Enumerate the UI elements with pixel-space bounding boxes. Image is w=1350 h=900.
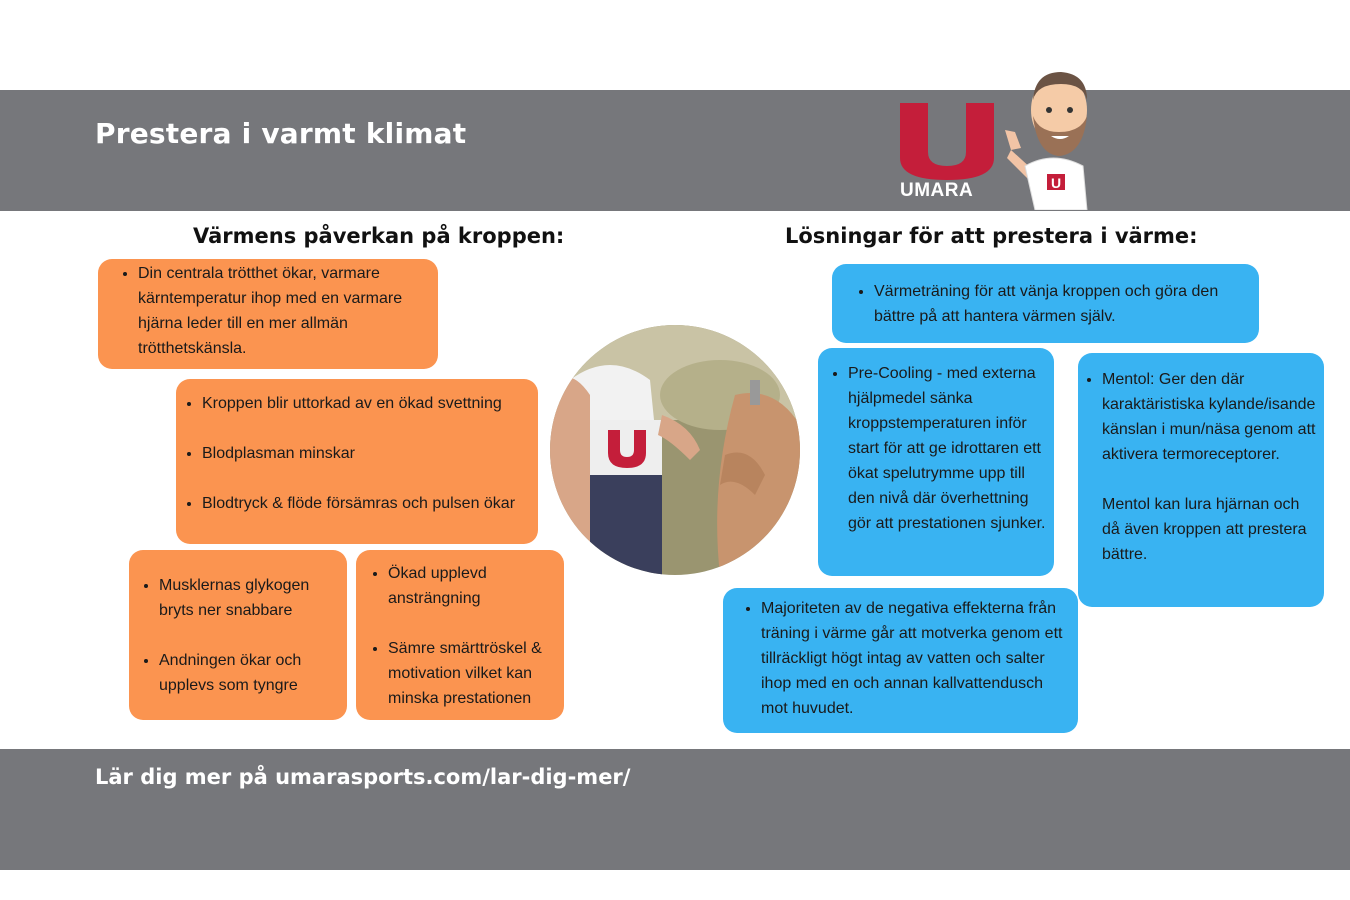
list-item: • Kroppen blir uttorkad av en ökad svettning — [202, 391, 534, 416]
box-fatigue — [98, 259, 438, 369]
box-heat-training — [832, 264, 1259, 343]
list-item: • Andningen ökar och upplevs som tyngre — [159, 648, 339, 698]
list-item: • Musklernas glykogen bryts ner snabbare — [159, 573, 339, 623]
mascot-illustration — [1003, 70, 1103, 210]
menthol-note: Mentol kan lura hjärnan och då även kroppen att prestera bättre. — [1102, 496, 1307, 563]
list-item: • Din centrala trötthet ökar, varmare kärntemperatur ihop med en varmare hjärna leder till en mer allmän trötthetskänsla. — [138, 261, 428, 361]
box-exertion — [356, 550, 564, 720]
header-bar — [0, 90, 1350, 211]
umara-logo-text: UMARA — [900, 180, 974, 201]
list-item: • Värmeträning för att vänja kroppen och göra den bättre på att hantera värmen själv. — [874, 279, 1249, 329]
box-menthol — [1078, 353, 1324, 607]
box-hydration — [723, 588, 1078, 733]
page-title: Prestera i varmt klimat — [95, 117, 467, 150]
shirt-logo-letter: U — [1050, 175, 1062, 191]
left-heading: Värmens påverkan på kroppen: — [193, 224, 565, 248]
box-dehydration — [176, 379, 538, 544]
footer-link[interactable]: Lär dig mer på umarasports.com/lar-dig-mer/ — [95, 765, 631, 789]
list-item: • Blodplasman minskar — [202, 441, 534, 466]
right-heading: Lösningar för att prestera i värme: — [785, 224, 1198, 248]
box-precooling — [818, 348, 1054, 576]
box-glycogen — [129, 550, 347, 720]
list-item: • Sämre smärttröskel & motivation vilket kan minska prestationen — [388, 636, 560, 711]
list-item: • Blodtryck & flöde försämras och pulsen ökar — [202, 491, 534, 516]
runner-photo — [550, 325, 800, 575]
list-item: • Ökad upplevd ansträngning — [388, 561, 560, 611]
list-item: • Mentol: Ger den där karaktäristiska kylande/isande känslan i mun/näsa genom att aktivera termoreceptorer. — [1102, 367, 1316, 467]
list-item: • Majoriteten av de negativa effekterna från träning i värme går att motverka genom ett tillräckligt högt intag av vatten och salter ihop med en och annan kallvattendusch mot huvudet. — [761, 596, 1072, 721]
list-item: • Pre-Cooling - med externa hjälpmedel sänka kroppstemperaturen inför start för att ge idrottaren ett ökat spelutrymme upp till den nivå där överhettning gör att prestationen sjunker. — [848, 361, 1048, 536]
